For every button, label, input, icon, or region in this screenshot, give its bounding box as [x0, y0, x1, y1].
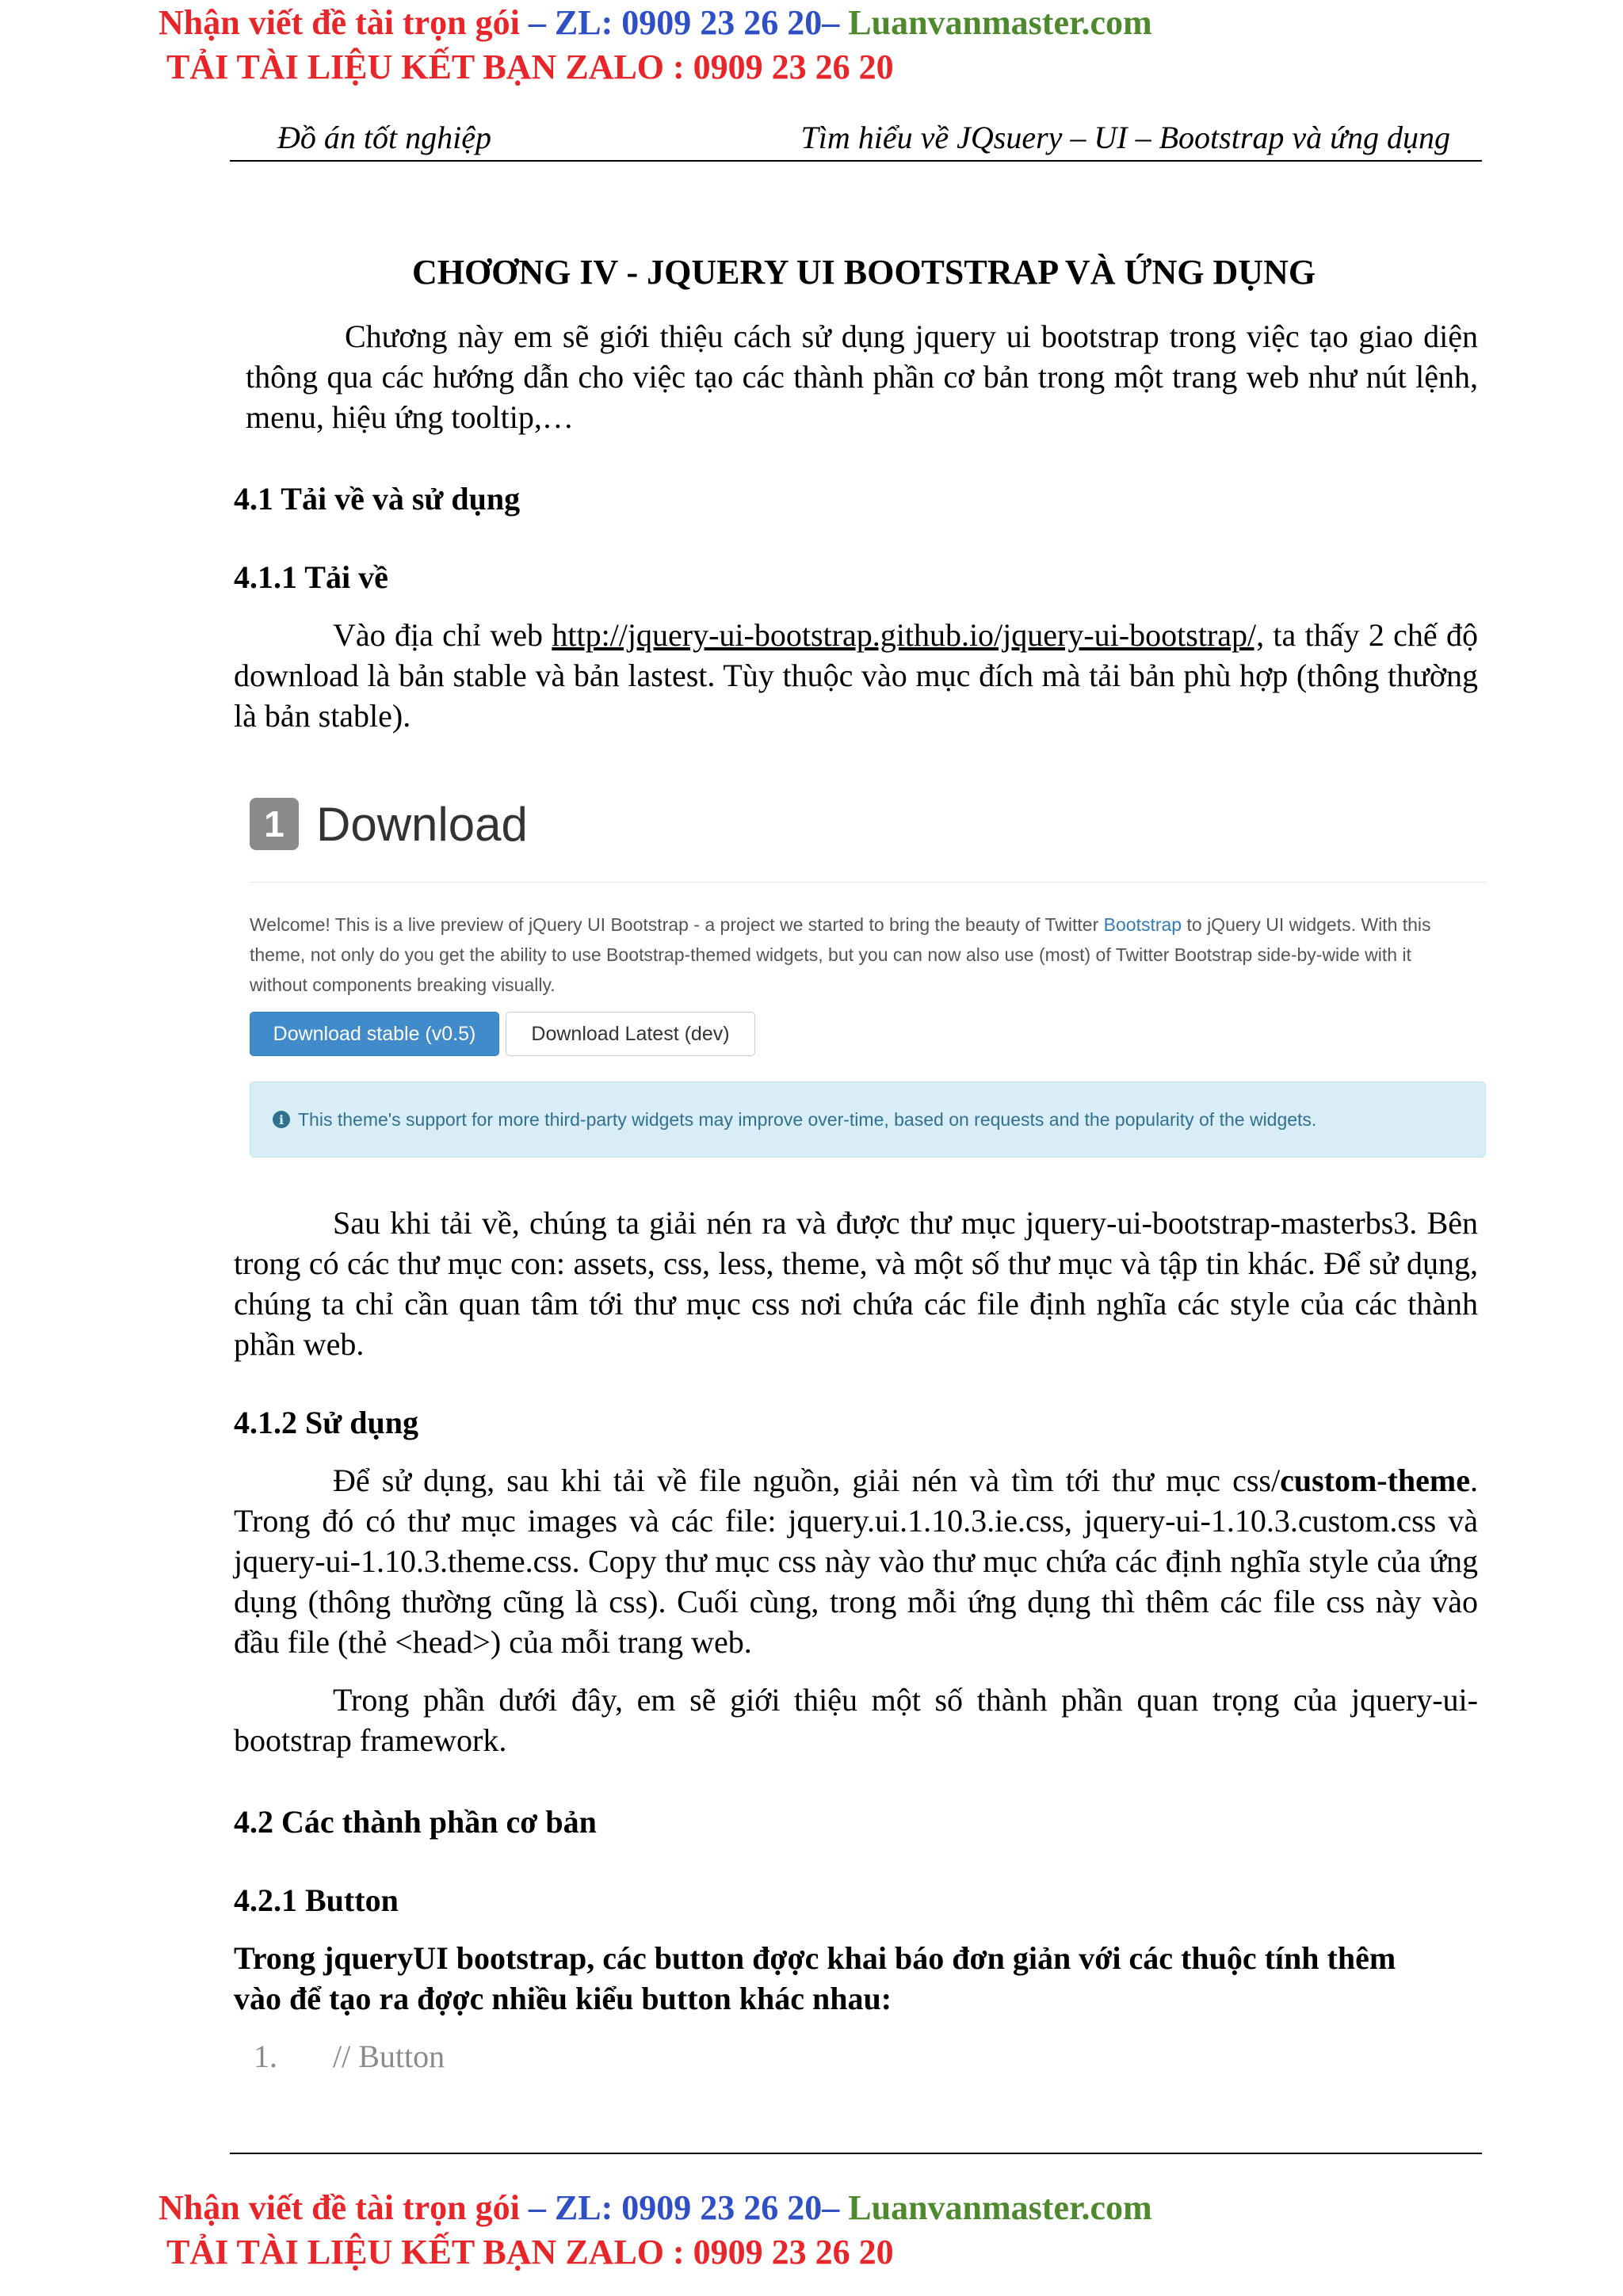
text-run: Để sử dụng, sau khi tải về file nguồn, giải nén và tìm tới thư mục css/ — [333, 1463, 1281, 1498]
promo-zalo-text: TẢI TÀI LIỆU KẾT BẠN ZALO : 0909 23 26 20 — [166, 48, 894, 86]
promo-phone: ZL: 0909 23 26 20 — [554, 2188, 823, 2227]
info-icon: i — [273, 1111, 290, 1128]
section-heading-4-2: 4.2 Các thành phần cơ bản — [234, 1804, 597, 1840]
promo-banner-line1 — [158, 2, 1152, 44]
promo-banner-bottom-line1 — [158, 2187, 1152, 2229]
intro-paragraph: Chương này em sẽ giới thiệu cách sử dụng jquery ui bootstrap trong việc tạo giao diện thông qua các hướng dẫn cho việc tạo các thành phần cơ bản trong một trang web như nút lệnh, menu, hiệu ứng tooltip,… — [246, 318, 1478, 435]
download-paragraph — [234, 615, 1478, 736]
info-alert — [250, 1081, 1486, 1158]
promo-text: Nhận viết đề tài trọn gói — [158, 3, 520, 42]
text-run: to jQuery UI widgets. With this theme, not only do you get the ability to use Bootstrap-themed widgets, but you can now also use (most) of Twitter Bootstrap side-by-wide with it without components breaking visually. — [250, 914, 1431, 995]
welcome-text — [250, 910, 1470, 1000]
download-stable-button[interactable]: Download stable (v0.5) — [250, 1012, 499, 1056]
components-intro-paragraph: Trong phần dưới đây, em sẽ giới thiệu một số thành phần quan trọng của jquery-ui-bootstrap framework. — [234, 1682, 1478, 1758]
bootstrap-link[interactable]: Bootstrap — [1103, 914, 1182, 935]
section-heading-4-1-1: 4.1.1 Tải về — [234, 559, 388, 595]
download-screenshot — [250, 796, 1486, 1173]
promo-separator: – — [519, 3, 555, 42]
promo-zalo-text: TẢI TÀI LIỆU KẾT BẠN ZALO : 0909 23 26 20 — [166, 2233, 894, 2271]
usage-paragraph — [234, 1460, 1478, 1662]
promo-banner-bottom-line2 — [166, 2231, 894, 2274]
chapter-title: CHƠƠNG IV - JQUERY UI BOOTSTRAP VÀ ỨNG DỤNG — [411, 253, 1316, 292]
divider — [250, 882, 1486, 883]
text-run: . Trong đó có thư mục images và các file: jquery.ui.1.10.3.ie.css, jquery-ui-1.10.3.custom.css và jquery-ui-1.10.3.theme.css. Copy thư mục css này vào thư mục chứa các định nghĩa style của ứng dụng (thông thường cũng là css). Cuối cùng, trong mỗi ứng dụng thì thêm các file css này vào đầu file (thẻ <head>) của mỗi trang web. — [234, 1463, 1478, 1660]
step-number-badge: 1 — [250, 798, 299, 850]
download-header — [250, 796, 528, 852]
section-heading-4-1: 4.1 Tải về và sử dụng — [234, 481, 521, 517]
download-url-link[interactable]: http://jquery-ui-bootstrap.github.io/jquery-ui-bootstrap/, — [552, 617, 1265, 653]
promo-separator: – — [822, 3, 849, 42]
promo-separator: – — [822, 2188, 849, 2227]
promo-website: Luanvanmaster.com — [848, 2188, 1152, 2227]
header-right: Tìm hiểu về JQsuery – UI – Bootstrap và ứng dụng — [800, 120, 1450, 155]
text-run: ta thấy 2 chế độ download là bản stable và bản lastest. Tùy thuộc vào mục đích mà tải bản phù hợp (thông thường là bản stable). — [234, 617, 1478, 734]
download-latest-button[interactable]: Download Latest (dev) — [506, 1012, 755, 1056]
promo-text: Nhận viết đề tài trọn gói — [158, 2188, 520, 2227]
line-number: 1. — [254, 2039, 277, 2074]
code-comment: // Button — [333, 2039, 445, 2074]
promo-website: Luanvanmaster.com — [848, 3, 1152, 42]
header-left: Đồ án tốt nghiệp — [277, 120, 491, 155]
text-run: Welcome! This is a live preview of jQuery UI Bootstrap - a project we started to bring the beauty of Twitter — [250, 914, 1104, 935]
after-download-paragraph: Sau khi tải về, chúng ta giải nén ra và được thư mục jquery-ui-bootstrap-masterbs3. Bên trong có các thư mục con: assets, css, less, theme, và một số thư mục và tập tin khác. Để sử dụng, chúng ta chỉ cần quan tâm tới thư mục css nơi chứa các file định nghĩa các style của các thành phần web. — [234, 1205, 1478, 1362]
section-heading-4-2-1: 4.2.1 Button — [234, 1882, 399, 1918]
promo-banner-line2 — [166, 46, 894, 89]
footer-rule — [230, 2153, 1482, 2154]
page-body — [234, 252, 1478, 2077]
custom-theme-text: custom-theme — [1280, 1463, 1470, 1498]
alert-text: This theme's support for more third-party widgets may improve over-time, based on requests and the popularity of the widgets. — [298, 1108, 1317, 1130]
text-run: Vào địa chỉ web — [333, 617, 552, 653]
button-paragraph: Trong jqueryUI bootstrap, các button đợợc khai báo đơn giản với các thuộc tính thêm vào để tạo ra đợợc nhiều kiểu button khác nhau: — [234, 1940, 1396, 2016]
download-title: Download — [316, 797, 528, 851]
running-header — [230, 119, 1482, 162]
promo-separator: – — [519, 2188, 555, 2227]
code-line — [234, 2036, 1478, 2077]
section-heading-4-1-2: 4.1.2 Sử dụng — [234, 1405, 418, 1440]
promo-phone: ZL: 0909 23 26 20 — [554, 3, 823, 42]
